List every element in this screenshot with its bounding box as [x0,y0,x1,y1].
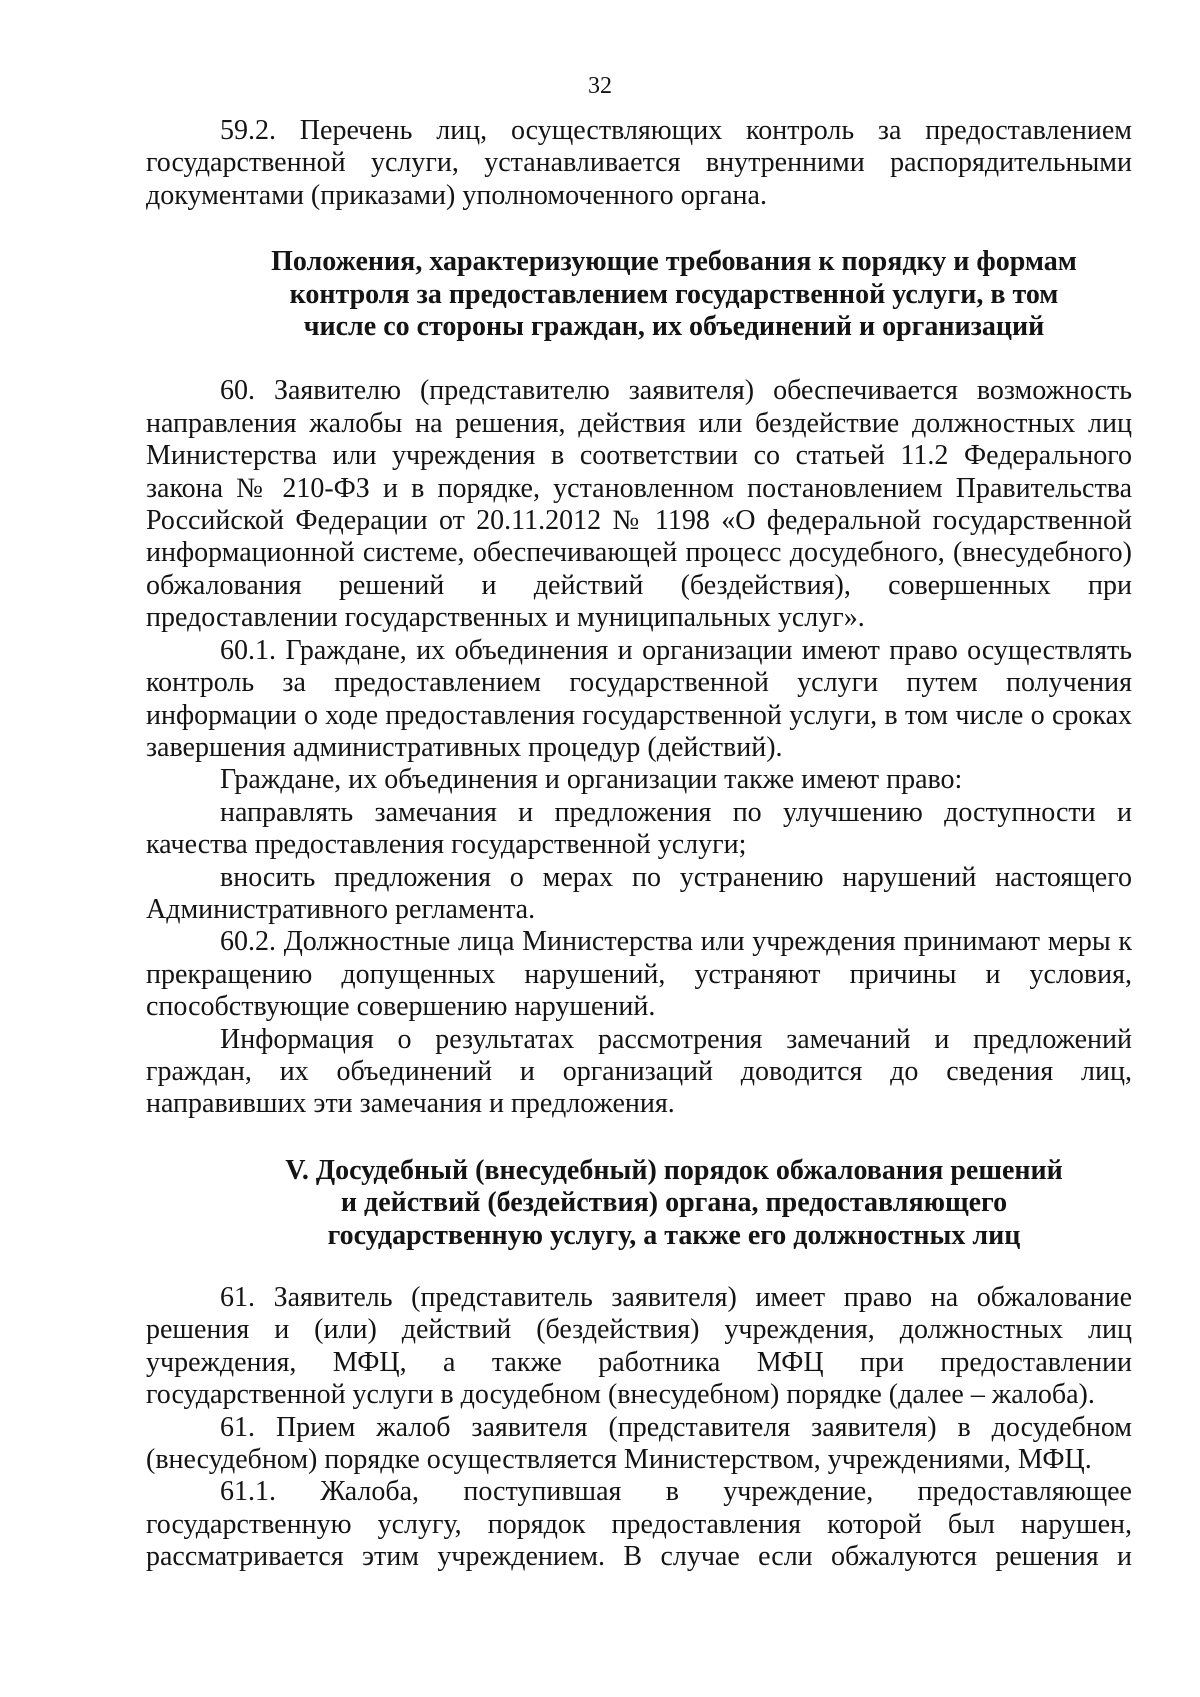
paragraph-60-1: 60.1. Граждане, их объединения и организации имеют право осуществлять контроль за предоставлением государственной услуги путем получения информации о ходе предоставления государственной услуги, в том числе о сроках завершения административных процедур (действий). [146,634,1132,763]
paragraph-61-1: 61.1. Жалоба, поступившая в учреждение, предоставляющее государственную услугу, порядок предоставления которой был нарушен, рассматривается этим учреждением. В случае если обжалуются решения и [146,1476,1132,1573]
section-heading-control [146,246,1132,343]
paragraph-proposals: вносить предложения о мерах по устранению нарушений настоящего Административного регламента. [146,861,1132,925]
paragraph-60: 60. Заявителю (представителю заявителя) обеспечивается возможность направления жалобы на решения, действия или бездействие должностных лиц Министерства или учреждения в соответствии со статьей 11.2 Федерального закона № 210-ФЗ и в порядке, установленном постановлением Правительства Российской Федерации от 20.11.2012 № 1198 «О федеральной государственной информационной системе, обеспечивающей процесс досудебного, (внесудебного) обжалования решений и действий (бездействия), совершенных при предоставлении государственных и муниципальных услуг». [146,375,1132,634]
paragraph-remarks: направлять замечания и предложения по улучшению доступности и качества предоставления государственной услуги; [146,796,1132,861]
heading-line: контроля за предоставлением государственной услуги, в том [289,278,1059,310]
heading-line: Положения, характеризующие требования к порядку и формам [271,246,1077,278]
heading-line: и действий (бездействия) органа, предоставляющего [340,1187,1008,1219]
paragraph-citizens-rights: Граждане, их объединения и организации также имеют право: [220,764,963,796]
paragraph-61-appeal-right: 61. Заявитель (представитель заявителя) имеет право на обжалование решения и (или) действий (бездействия) учреждения, должностных лиц учреждения, МФЦ, а также работника МФЦ при предоставлении государственной услуги в досудебном (внесудебном) порядке (далее – жалоба). [146,1282,1132,1411]
heading-line: государственную услугу, а также его должностных лиц [327,1219,1021,1251]
paragraph-60-2: 60.2. Должностные лица Министерства или учреждения принимают меры к прекращению допущенных нарушений, устраняют причины и условия, способствующие совершению нарушений. [146,926,1132,1023]
paragraph-61-complaint-intake: 61. Прием жалоб заявителя (представителя заявителя) в досудебном (внесудебном) порядке осуществляется Министерством, учреждениями, МФЦ. [146,1411,1132,1476]
heading-line: числе со стороны граждан, их объединений и организаций [303,311,1045,343]
paragraph-information: Информация о результатах рассмотрения замечаний и предложений граждан, их объединений и организаций доводится до сведения лиц, направивших эти замечания и предложения. [146,1023,1132,1120]
page-number: 32 [588,73,612,99]
document-body [146,115,1132,1574]
heading-line: V. Досудебный (внесудебный) порядок обжалования решений [285,1154,1063,1186]
paragraph-59-2: 59.2. Перечень лиц, осуществляющих контроль за предоставлением государственной услуги, устанавливается внутренними распорядительными документами (приказами) уполномоченного органа. [146,115,1132,211]
section-heading-appeal [146,1155,1132,1252]
